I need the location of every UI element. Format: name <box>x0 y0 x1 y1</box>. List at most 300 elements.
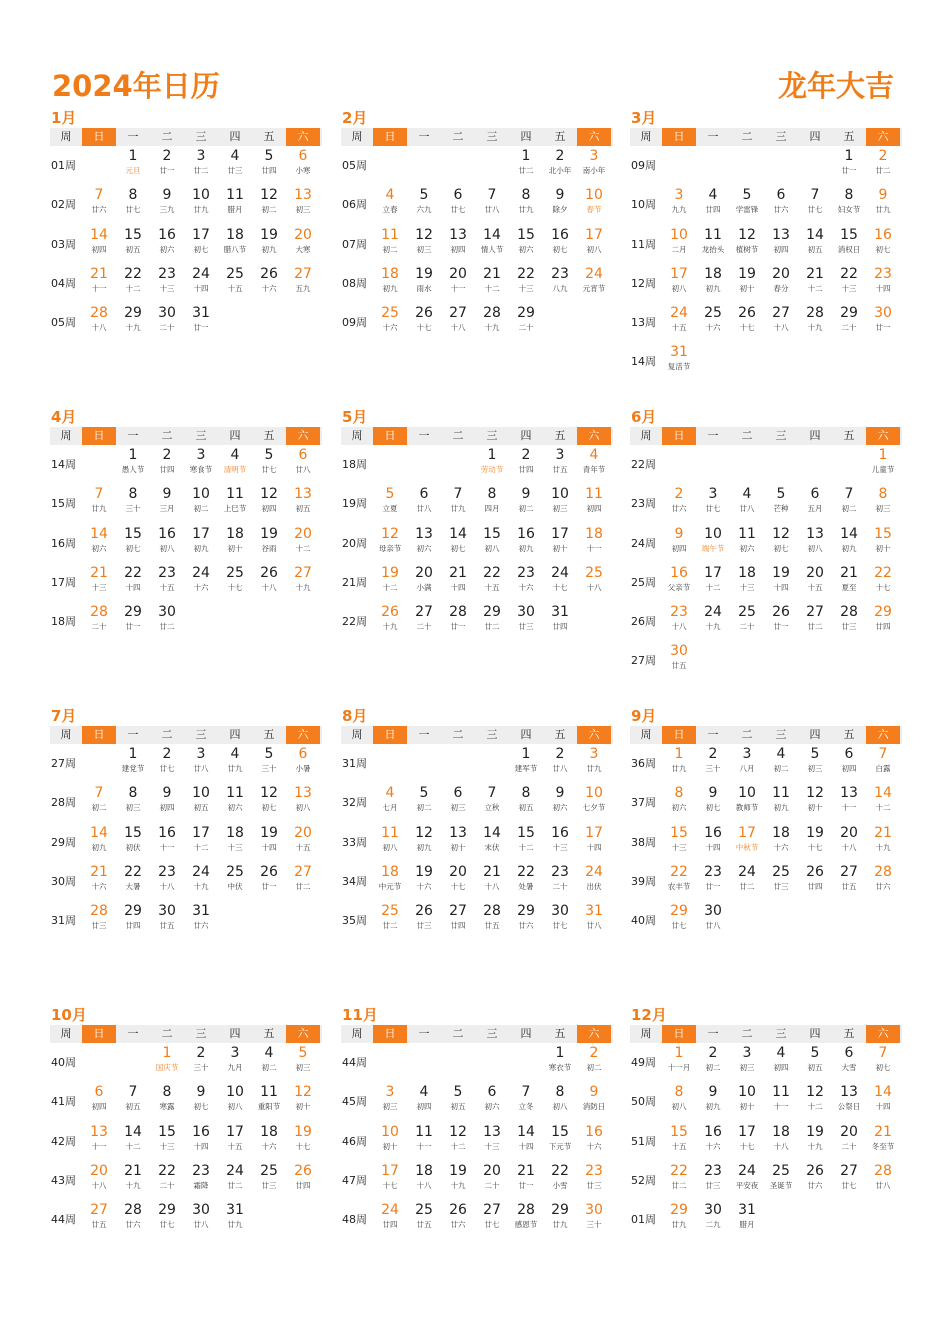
week-number: 30周 <box>51 874 76 888</box>
lunar-label: 中元节 <box>378 881 402 891</box>
lunar-label: 廿四 <box>261 166 277 175</box>
lunar-label: 十二 <box>705 582 721 592</box>
day-cell <box>441 1200 475 1239</box>
day-cell <box>662 602 696 641</box>
lunar-label: 母亲节 <box>378 543 402 553</box>
day-number: 25 <box>381 305 399 322</box>
day-cell <box>286 445 320 484</box>
day-cell <box>866 264 900 303</box>
day-cell <box>730 524 764 563</box>
day-number: 3 <box>196 148 206 164</box>
day-cell <box>696 524 730 563</box>
day-cell <box>116 225 150 264</box>
lunar-label: 初四 <box>773 244 789 254</box>
week-number: 48周 <box>342 1213 367 1227</box>
lunar-label: 初三 <box>416 244 432 254</box>
day-cell <box>509 303 543 342</box>
lunar-label: 廿八 <box>739 504 755 514</box>
day-number: 22 <box>670 1162 688 1179</box>
lunar-label: 十八 <box>416 1180 432 1190</box>
day-cell <box>286 264 320 303</box>
lunar-label: 廿七 <box>159 764 175 773</box>
lunar-label: 七月 <box>382 803 398 813</box>
day-cell <box>764 185 798 224</box>
weekday-label: 二 <box>741 130 753 143</box>
lunar-label: 初八 <box>159 543 175 553</box>
day-number: 28 <box>874 863 892 880</box>
week-number: 04周 <box>51 276 76 290</box>
day-number: 24 <box>381 1202 399 1219</box>
week-row <box>50 563 322 602</box>
day-cell <box>82 524 116 563</box>
day-cell-empty <box>798 445 832 484</box>
lunar-label: 廿九 <box>586 764 602 773</box>
day-number: 11 <box>772 1084 790 1101</box>
weekday-header <box>630 726 902 744</box>
day-number: 14 <box>90 226 108 243</box>
day-cell <box>441 823 475 862</box>
week-number: 27周 <box>631 654 656 668</box>
lunar-label: 廿七 <box>261 465 277 474</box>
day-cell <box>696 744 730 783</box>
weekday-header <box>341 1025 613 1043</box>
day-number: 18 <box>381 863 399 880</box>
day-cell-empty <box>252 901 286 940</box>
day-cell-empty <box>373 1043 407 1082</box>
day-cell <box>832 744 866 783</box>
day-cell <box>218 146 252 185</box>
day-number: 29 <box>670 1202 688 1219</box>
day-number: 14 <box>483 226 501 243</box>
day-cell-empty <box>373 146 407 185</box>
week-row <box>341 225 613 264</box>
week-row <box>341 1043 613 1082</box>
day-cell-empty <box>832 641 866 680</box>
day-cell-empty <box>407 744 441 783</box>
day-cell <box>866 823 900 862</box>
lunar-label: 初七 <box>450 543 466 553</box>
weekday-label: 五 <box>843 728 855 741</box>
day-cell <box>730 602 764 641</box>
lunar-label: 廿八 <box>586 921 602 931</box>
lunar-label: 廿九 <box>450 504 466 514</box>
day-number: 19 <box>415 863 433 880</box>
day-number: 25 <box>585 564 603 581</box>
day-cell <box>866 303 900 342</box>
day-cell <box>184 901 218 940</box>
weekday-label: 周 <box>640 429 652 442</box>
day-cell <box>730 563 764 602</box>
day-cell <box>696 484 730 523</box>
lunar-label: 廿五 <box>416 1220 432 1230</box>
lunar-label: 廿九 <box>671 764 687 773</box>
day-cell-empty <box>662 146 696 185</box>
day-cell <box>286 862 320 901</box>
week-row <box>341 185 613 224</box>
day-number: 22 <box>124 863 142 880</box>
weekday-label: 六 <box>866 427 900 445</box>
day-number: 9 <box>162 486 172 503</box>
lunar-label: 十一 <box>91 283 107 293</box>
day-cell <box>441 484 475 523</box>
day-cell <box>798 1122 832 1161</box>
lunar-label: 平安夜 <box>735 1180 759 1190</box>
day-cell <box>509 524 543 563</box>
day-cell <box>218 563 252 602</box>
lunar-label: 二十 <box>841 323 857 333</box>
day-cell <box>832 862 866 901</box>
day-number: 26 <box>260 265 278 282</box>
lunar-label: 公祭日 <box>837 1102 861 1112</box>
lunar-label: 五月 <box>807 504 823 514</box>
lunar-label: 廿七 <box>484 1220 500 1230</box>
weekday-label: 三 <box>486 728 498 741</box>
day-cell <box>764 862 798 901</box>
day-number: 20 <box>840 824 858 841</box>
weekday-label: 三 <box>775 728 787 741</box>
day-number: 1 <box>844 148 854 164</box>
day-cell <box>407 185 441 224</box>
day-cell <box>577 1043 611 1082</box>
weekday-label: 周 <box>351 429 363 442</box>
day-number: 4 <box>419 1084 429 1101</box>
lunar-label: 十八 <box>671 622 687 632</box>
weekday-header <box>630 427 902 445</box>
lunar-label: 廿七 <box>159 1220 175 1230</box>
day-cell <box>150 901 184 940</box>
day-cell <box>730 225 764 264</box>
day-cell-empty <box>441 744 475 783</box>
weekday-label: 日 <box>662 1025 696 1043</box>
lunar-label: 初七 <box>552 244 568 254</box>
day-number: 13 <box>840 785 858 802</box>
lunar-label: 十五 <box>227 1141 243 1151</box>
week-row <box>341 744 613 783</box>
day-number: 8 <box>844 187 854 204</box>
day-cell <box>184 783 218 822</box>
week-row <box>341 484 613 523</box>
day-number: 12 <box>260 486 278 503</box>
day-cell <box>798 563 832 602</box>
festival-label: 元旦 <box>125 166 141 175</box>
weekday-label: 日 <box>373 726 407 744</box>
day-number: 25 <box>415 1202 433 1219</box>
day-number: 16 <box>517 525 535 542</box>
lunar-label: 初八 <box>227 1102 243 1112</box>
lunar-label: 初七 <box>261 803 277 813</box>
day-cell <box>373 303 407 342</box>
lunar-label: 初十 <box>807 803 823 813</box>
week-number: 24周 <box>631 536 656 550</box>
day-number: 31 <box>670 344 688 361</box>
lunar-label: 廿一 <box>875 323 891 333</box>
lunar-label: 十一 <box>159 842 175 852</box>
month-title: 9月 <box>631 707 657 725</box>
day-number: 19 <box>415 265 433 282</box>
weekday-label: 二 <box>741 1027 753 1040</box>
lunar-label: 二十 <box>159 323 175 333</box>
day-number: 30 <box>585 1202 603 1219</box>
day-number: 16 <box>192 1123 210 1140</box>
lunar-label: 十六 <box>193 582 209 592</box>
week-row <box>341 563 613 602</box>
day-cell <box>373 901 407 940</box>
week-number: 05周 <box>51 316 76 330</box>
day-number: 19 <box>260 824 278 841</box>
day-cell <box>407 783 441 822</box>
lunar-label: 廿八 <box>193 764 209 773</box>
week-row <box>341 783 613 822</box>
weekday-label: 三 <box>775 130 787 143</box>
week-number: 49周 <box>631 1056 656 1069</box>
day-cell <box>184 1161 218 1200</box>
lunar-label: 二十 <box>552 881 568 891</box>
day-number: 19 <box>260 226 278 243</box>
day-number: 6 <box>94 1084 104 1101</box>
day-cell <box>116 1122 150 1161</box>
lunar-label: 教师节 <box>735 803 759 813</box>
week-number: 25周 <box>631 575 656 589</box>
day-number: 30 <box>158 305 176 322</box>
lunar-label: 初八 <box>382 842 398 852</box>
lunar-label: 十四 <box>193 283 209 293</box>
lunar-label: 二十 <box>416 622 432 632</box>
day-number: 17 <box>551 525 569 542</box>
day-number: 17 <box>738 824 756 841</box>
month-title: 1月 <box>51 109 77 127</box>
day-cell <box>184 484 218 523</box>
day-number: 23 <box>874 265 892 282</box>
day-cell <box>798 783 832 822</box>
day-number: 20 <box>294 824 312 841</box>
day-cell <box>150 185 184 224</box>
week-number: 21周 <box>342 575 367 589</box>
day-number: 24 <box>704 604 722 621</box>
day-number: 8 <box>674 785 684 802</box>
lunar-label: 初十 <box>295 1102 311 1112</box>
day-cell <box>286 225 320 264</box>
day-cell <box>184 823 218 862</box>
month-block <box>630 108 902 382</box>
day-number: 7 <box>94 187 104 204</box>
day-number: 29 <box>483 604 501 621</box>
lunar-label: 二十 <box>518 323 534 333</box>
day-number: 24 <box>670 305 688 322</box>
day-number: 6 <box>810 486 820 503</box>
lunar-label: 植树节 <box>735 244 759 254</box>
day-number: 24 <box>192 564 210 581</box>
day-cell <box>150 823 184 862</box>
day-number: 2 <box>521 447 531 463</box>
day-number: 26 <box>806 863 824 880</box>
weekday-label: 一 <box>418 1027 430 1040</box>
lunar-label: 廿九 <box>518 205 534 215</box>
day-number: 13 <box>772 226 790 243</box>
day-cell-empty <box>252 303 286 342</box>
day-number: 28 <box>806 305 824 322</box>
lunar-label: 廿五 <box>159 921 175 931</box>
day-cell-empty <box>764 901 798 940</box>
day-number: 23 <box>517 564 535 581</box>
day-cell <box>252 445 286 484</box>
day-number: 26 <box>415 305 433 322</box>
day-number: 10 <box>585 187 603 204</box>
day-cell <box>475 862 509 901</box>
day-cell <box>509 146 543 185</box>
day-number: 18 <box>226 226 244 243</box>
weekday-label: 周 <box>640 1027 652 1040</box>
day-cell <box>866 185 900 224</box>
day-number: 13 <box>415 525 433 542</box>
lunar-label: 十二 <box>193 842 209 852</box>
lunar-label: 十六 <box>705 1141 721 1151</box>
lunar-label: 腊八节 <box>223 244 247 254</box>
day-cell <box>373 1082 407 1121</box>
lunar-label: 廿三 <box>261 1180 277 1190</box>
lunar-label: 小满 <box>416 582 432 592</box>
day-cell <box>441 563 475 602</box>
day-number: 27 <box>772 305 790 322</box>
week-row <box>630 1082 902 1121</box>
lunar-label: 十四 <box>125 582 141 592</box>
day-number: 3 <box>196 746 206 762</box>
week-row <box>50 185 322 224</box>
day-cell <box>252 744 286 783</box>
day-number: 23 <box>551 863 569 880</box>
week-row <box>630 524 902 563</box>
lunar-label: 初九 <box>773 803 789 813</box>
day-number: 19 <box>806 824 824 841</box>
day-cell-empty <box>696 641 730 680</box>
weekday-header <box>630 128 902 146</box>
day-number: 29 <box>158 1202 176 1219</box>
day-cell <box>373 264 407 303</box>
weekday-label: 二 <box>161 130 173 143</box>
day-number: 5 <box>742 187 752 204</box>
week-number: 11周 <box>631 237 656 251</box>
day-number: 17 <box>226 1123 244 1140</box>
lunar-label: 廿二 <box>159 622 175 632</box>
day-cell-empty <box>662 445 696 484</box>
lunar-label: 初四 <box>773 1063 789 1072</box>
day-cell <box>441 1122 475 1161</box>
week-number: 41周 <box>51 1095 76 1109</box>
day-number: 26 <box>806 1162 824 1179</box>
day-cell <box>662 1082 696 1121</box>
day-cell <box>543 1082 577 1121</box>
day-cell <box>577 1161 611 1200</box>
week-number: 09周 <box>342 316 367 330</box>
day-cell <box>150 1122 184 1161</box>
day-cell <box>764 225 798 264</box>
day-cell <box>730 783 764 822</box>
day-number: 21 <box>449 564 467 581</box>
week-row <box>50 862 322 901</box>
day-cell <box>475 1161 509 1200</box>
lunar-label: 二十 <box>159 1180 175 1190</box>
day-number: 20 <box>483 1162 501 1179</box>
day-number: 2 <box>162 148 172 164</box>
day-cell-empty <box>798 342 832 381</box>
lunar-label: 初三 <box>295 205 311 215</box>
lunar-label: 初二 <box>261 1063 277 1072</box>
lunar-label: 芒种 <box>773 504 789 514</box>
lunar-label: 十一月 <box>667 1063 691 1072</box>
day-number: 29 <box>517 903 535 920</box>
day-cell <box>730 1082 764 1121</box>
day-cell <box>798 744 832 783</box>
lunar-label: 十七 <box>382 1180 398 1190</box>
day-cell <box>696 823 730 862</box>
day-cell <box>218 1043 252 1082</box>
day-cell <box>286 1161 320 1200</box>
day-number: 30 <box>517 604 535 621</box>
weekday-header <box>50 128 322 146</box>
day-number: 27 <box>449 903 467 920</box>
day-number: 8 <box>878 486 888 503</box>
day-number: 26 <box>381 604 399 621</box>
weekday-label: 三 <box>195 1027 207 1040</box>
month-title: 8月 <box>342 707 368 725</box>
lunar-label: 十二 <box>450 1141 466 1151</box>
festival-label: 端午节 <box>701 543 725 553</box>
week-number: 17周 <box>51 575 76 589</box>
day-number: 8 <box>162 1084 172 1101</box>
day-number: 21 <box>483 265 501 282</box>
day-number: 1 <box>555 1045 565 1061</box>
day-cell <box>577 862 611 901</box>
lunar-label: 廿五 <box>484 921 500 931</box>
day-number: 10 <box>226 1084 244 1101</box>
day-number: 14 <box>517 1123 535 1140</box>
day-cell <box>866 524 900 563</box>
day-cell-empty <box>407 445 441 484</box>
day-number: 14 <box>90 824 108 841</box>
day-number: 24 <box>738 863 756 880</box>
week-number: 33周 <box>342 835 367 849</box>
day-cell <box>577 524 611 563</box>
lunar-label: 廿九 <box>193 205 209 215</box>
day-cell <box>286 563 320 602</box>
lunar-label: 十九 <box>125 1180 141 1190</box>
day-cell <box>252 1161 286 1200</box>
day-number: 16 <box>158 824 176 841</box>
week-row <box>341 524 613 563</box>
day-cell <box>286 1082 320 1121</box>
lunar-label: 寒露 <box>159 1102 175 1112</box>
lunar-label: 十四 <box>875 283 891 293</box>
day-cell <box>441 862 475 901</box>
day-cell <box>509 225 543 264</box>
lunar-label: 十五 <box>295 842 311 852</box>
lunar-label: 消防日 <box>582 1102 606 1112</box>
day-number: 16 <box>704 824 722 841</box>
day-number: 26 <box>772 604 790 621</box>
day-number: 12 <box>806 785 824 802</box>
day-number: 9 <box>589 1084 599 1101</box>
day-number: 23 <box>704 1162 722 1179</box>
lunar-label: 十七 <box>552 582 568 592</box>
day-number: 19 <box>449 1162 467 1179</box>
day-number: 26 <box>738 305 756 322</box>
lunar-label: 大寒 <box>295 244 311 254</box>
lunar-label: 廿二 <box>227 1180 243 1190</box>
week-row <box>630 185 902 224</box>
lunar-label: 初四 <box>159 803 175 813</box>
day-number: 18 <box>585 525 603 542</box>
lunar-label: 青年节 <box>582 465 606 474</box>
day-cell <box>475 264 509 303</box>
